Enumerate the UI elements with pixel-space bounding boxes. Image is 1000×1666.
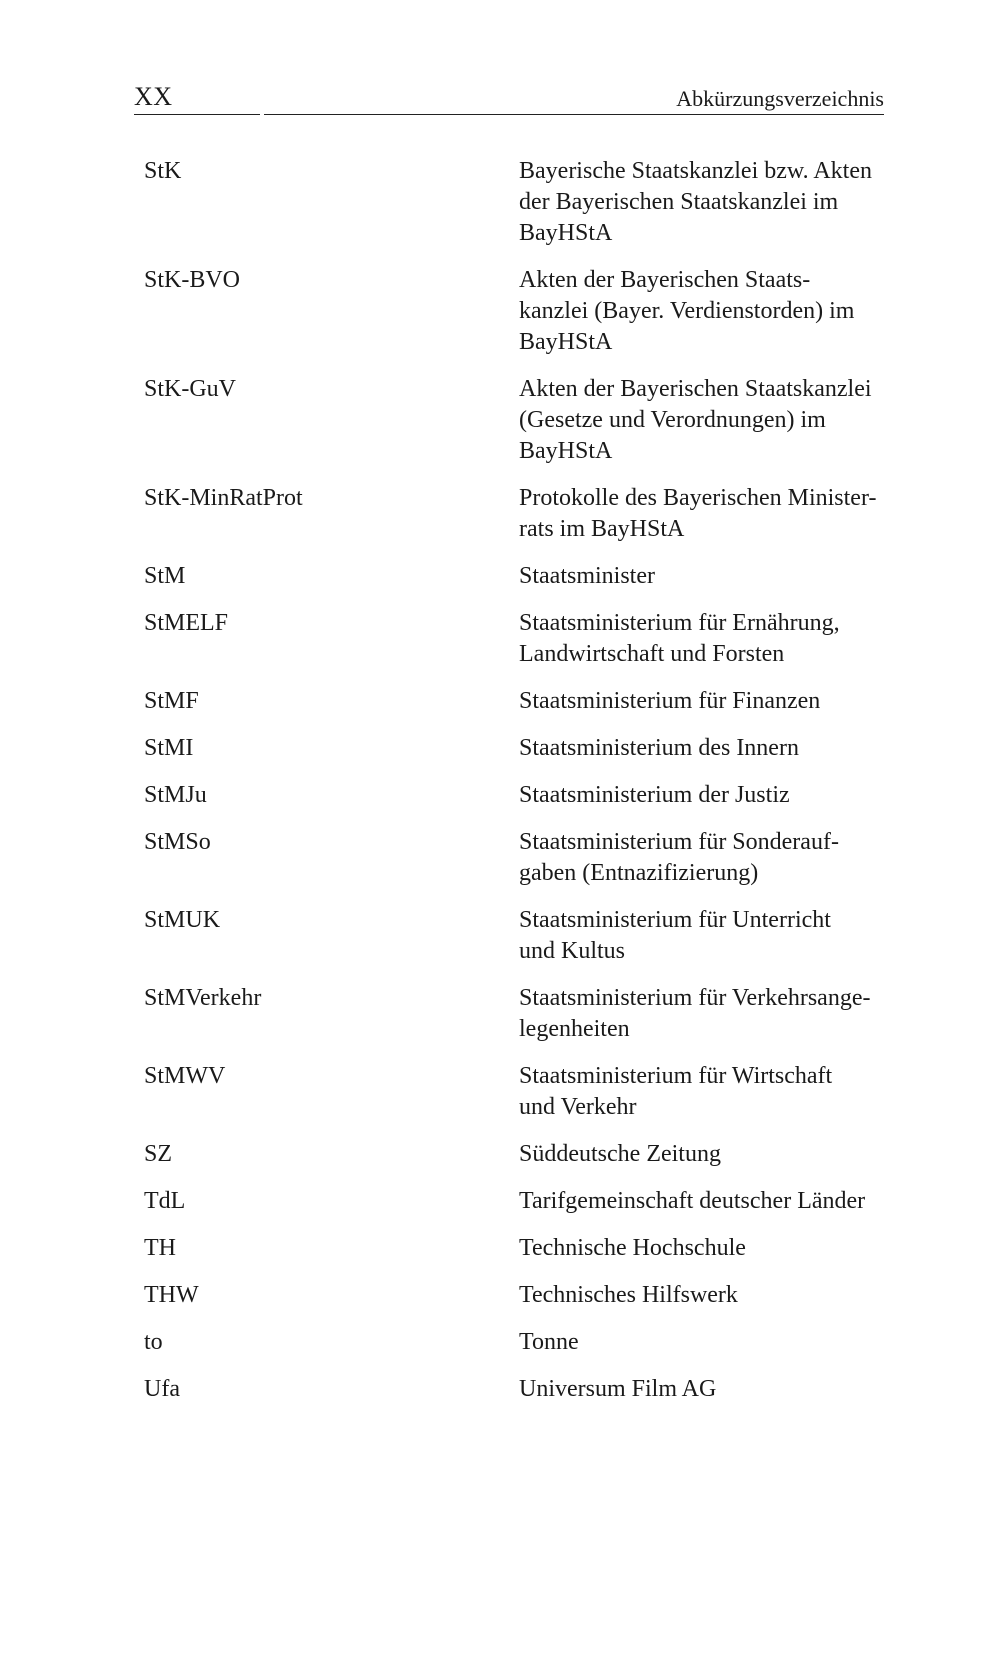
abbreviation-definition xyxy=(519,608,879,670)
abbreviation-entry xyxy=(144,1374,884,1405)
definition-line: gaben (Entnazifizierung) xyxy=(519,860,759,886)
abbreviation-definition xyxy=(519,983,879,1045)
header-rule-left xyxy=(134,114,260,115)
definition-line: Staatsministerium für Sonderauf- xyxy=(519,829,839,855)
abbreviation-entry xyxy=(144,686,884,717)
abbreviation-entry xyxy=(144,483,884,545)
abbreviation-entry xyxy=(144,1061,884,1123)
abbreviation-list xyxy=(144,156,884,1421)
definition-line: Staatsministerium der Justiz xyxy=(519,782,790,808)
abbreviation-term: StK-MinRatProt xyxy=(144,485,303,511)
abbreviation-term: StMWV xyxy=(144,1063,226,1089)
definition-line: BayHStA xyxy=(519,220,613,246)
abbreviation-term: TdL xyxy=(144,1188,186,1214)
abbreviation-term: StMUK xyxy=(144,907,221,933)
definition-line: Akten der Bayerischen Staats- xyxy=(519,267,811,293)
definition-line: Universum Film AG xyxy=(519,1376,717,1402)
definition-line: Staatsminister xyxy=(519,563,655,589)
header-rule-right xyxy=(264,114,884,115)
definition-line: Technisches Hilfswerk xyxy=(519,1282,738,1308)
abbreviation-definition xyxy=(519,1374,879,1405)
abbreviation-entry xyxy=(144,265,884,358)
definition-line: BayHStA xyxy=(519,329,613,355)
abbreviation-entry xyxy=(144,1186,884,1217)
definition-line: Staatsministerium für Unterricht xyxy=(519,907,831,933)
abbreviation-entry xyxy=(144,1233,884,1264)
definition-line: Staatsministerium für Finanzen xyxy=(519,688,821,714)
abbreviation-term: SZ xyxy=(144,1141,173,1167)
definition-line: Süddeutsche Zeitung xyxy=(519,1141,721,1167)
abbreviation-definition xyxy=(519,1280,879,1311)
abbreviation-entry xyxy=(144,983,884,1045)
abbreviation-entry xyxy=(144,156,884,249)
abbreviation-definition xyxy=(519,780,879,811)
definition-line: Staatsministerium für Ernährung, xyxy=(519,610,840,636)
abbreviation-entry xyxy=(144,733,884,764)
definition-line: kanzlei (Bayer. Verdienstorden) im xyxy=(519,298,855,324)
definition-line: BayHStA xyxy=(519,438,613,464)
abbreviation-term: StK xyxy=(144,158,182,184)
abbreviation-term: StMI xyxy=(144,735,194,761)
abbreviation-term: THW xyxy=(144,1282,199,1308)
definition-line: Tarifgemeinschaft deutscher Länder xyxy=(519,1188,866,1214)
abbreviation-term: StMVerkehr xyxy=(144,985,262,1011)
abbreviation-term: TH xyxy=(144,1235,176,1261)
definition-line: legenheiten xyxy=(519,1016,630,1042)
definition-line: Staatsministerium des Innern xyxy=(519,735,799,761)
abbreviation-entry xyxy=(144,561,884,592)
abbreviation-definition xyxy=(519,265,879,358)
definition-line: und Kultus xyxy=(519,938,626,964)
abbreviation-definition xyxy=(519,1233,879,1264)
abbreviation-definition xyxy=(519,1061,879,1123)
abbreviation-entry xyxy=(144,374,884,467)
abbreviation-entry xyxy=(144,1327,884,1358)
abbreviation-entry xyxy=(144,1139,884,1170)
abbreviation-entry xyxy=(144,780,884,811)
definition-line: Protokolle des Bayerischen Minister- xyxy=(519,485,877,511)
definition-line: Staatsministerium für Verkehrsange- xyxy=(519,985,871,1011)
abbreviation-definition xyxy=(519,1139,879,1170)
abbreviation-entry xyxy=(144,608,884,670)
abbreviation-definition xyxy=(519,1186,879,1217)
abbreviation-entry xyxy=(144,1280,884,1311)
running-title: Abkürzungsverzeichnis xyxy=(676,86,884,111)
abbreviation-term: StK-BVO xyxy=(144,267,241,293)
abbreviation-entry xyxy=(144,827,884,889)
definition-line: (Gesetze und Verordnungen) im xyxy=(519,407,826,433)
definition-line: Landwirtschaft und Forsten xyxy=(519,641,785,667)
page-number: XX xyxy=(134,82,173,111)
definition-line: Technische Hochschule xyxy=(519,1235,746,1261)
definition-line: Bayerische Staatskanzlei bzw. Akten xyxy=(519,158,872,184)
definition-line: Tonne xyxy=(519,1329,579,1355)
abbreviation-entry xyxy=(144,905,884,967)
abbreviation-definition xyxy=(519,686,879,717)
abbreviation-term: Ufa xyxy=(144,1376,180,1402)
definition-line: Akten der Bayerischen Staatskanzlei xyxy=(519,376,872,402)
abbreviation-term: StK-GuV xyxy=(144,376,237,402)
abbreviation-definition xyxy=(519,561,879,592)
definition-line: rats im BayHStA xyxy=(519,516,685,542)
abbreviation-definition xyxy=(519,733,879,764)
abbreviation-term: StM xyxy=(144,563,186,589)
abbreviation-term: StMELF xyxy=(144,610,229,636)
abbreviation-definition xyxy=(519,905,879,967)
abbreviation-definition xyxy=(519,483,879,545)
definition-line: Staatsministerium für Wirtschaft xyxy=(519,1063,833,1089)
page-header xyxy=(134,80,884,116)
definition-line: der Bayerischen Staatskanzlei im xyxy=(519,189,839,215)
abbreviation-term: StMSo xyxy=(144,829,211,855)
abbreviation-term: StMJu xyxy=(144,782,207,808)
abbreviation-definition xyxy=(519,1327,879,1358)
definition-line: und Verkehr xyxy=(519,1094,637,1120)
abbreviation-term: to xyxy=(144,1329,163,1355)
abbreviation-definition xyxy=(519,827,879,889)
abbreviation-definition xyxy=(519,156,879,249)
abbreviation-term: StMF xyxy=(144,688,199,714)
abbreviation-definition xyxy=(519,374,879,467)
